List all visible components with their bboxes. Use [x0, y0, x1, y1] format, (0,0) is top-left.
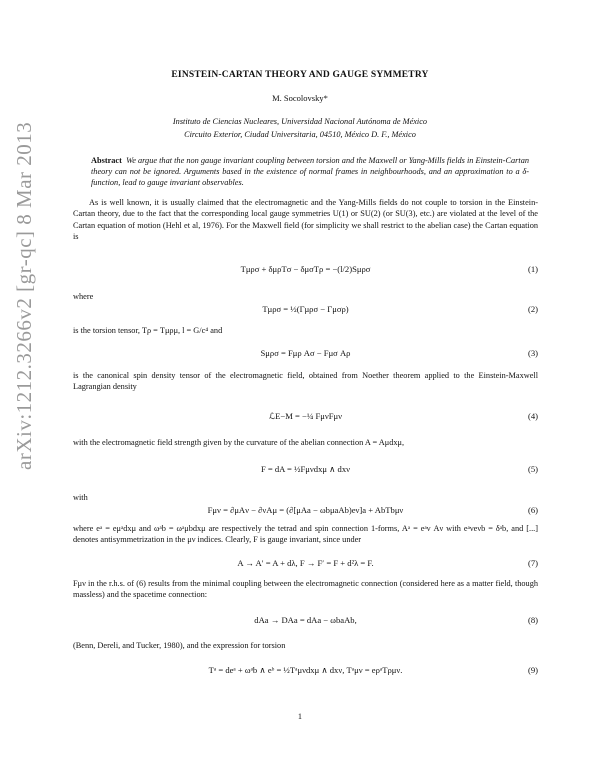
- equation-5-number: (5): [527, 464, 538, 474]
- equation-1-body: Tμρσ + δμρTσ − δμσTρ = −(l/2)Sμρσ: [240, 264, 371, 274]
- equation-5: [73, 464, 538, 478]
- paragraph-1: As is well known, it is usually claimed that the electromagnetic and the Yang-Mills fields do not couple to torsion in the Einstein-Cartan theory, due to the fact that the corresponding local gauge symmetries U(1) or SU(2) (or SU(3), etc.) are violated at the level of the Cartan equation of motion (Hehl et al, 1976). For the Maxwell field (for simplicity we shall restrict to the abelian case) the Cartan equation is: [73, 198, 538, 241]
- spin-density-text: is the canonical spin density tensor of the electromagnetic field, obtained from Noether theorem applied to the Einstein-Maxwell Lagrangian density: [73, 371, 538, 392]
- equation-6: [73, 505, 538, 519]
- affiliation-line-2: Circuito Exterior, Ciudad Universitaria, 04510, México D. F., México: [184, 130, 416, 139]
- equation-9-body: Tᵃ = deᵃ + ωᵃb ∧ eᵇ = ½Tᵃμνdxμ ∧ dxν, Tᵃμν = eρᵃTρμν.: [208, 665, 403, 675]
- equation-2: [73, 304, 538, 318]
- field-strength-text: with the electromagnetic field strength given by the curvature of the abelian connection A = Aμdxμ,: [73, 438, 405, 447]
- page-number: 1: [297, 712, 303, 721]
- equation-2-number: (2): [527, 304, 538, 314]
- equation-4: [73, 411, 538, 425]
- equation-3-number: (3): [527, 348, 538, 358]
- abstract-label: Abstract: [91, 156, 122, 165]
- equation-2-body: Tμρσ = ½(Γμρσ − Γμσρ): [262, 304, 349, 314]
- equation-1-number: (1): [527, 264, 538, 274]
- equation-8-number: (8): [527, 615, 538, 625]
- equation-8-body: dAa → DAa = dAa − ωbaAb,: [254, 615, 357, 625]
- equation-3: [73, 348, 538, 362]
- abstract-text: We argue that the non gauge invariant coupling between torsion and the Maxwell or Yang-Mills fields in Einstein-Cartan theory can not be ignored. Arguments based in the existence of normal frames in neighbourhoods, and an approximation to a δ-function, lead to gauge invariant observables.: [91, 156, 529, 187]
- equation-3-body: Sμρσ = Fμρ Aσ − Fμσ Aρ: [260, 348, 351, 358]
- arxiv-sidebar-stamp: arXiv:1212.3266v2 [gr-qc] 8 Mar 2013: [12, 121, 36, 470]
- equation-9-number: (9): [527, 665, 538, 675]
- equation-8: [73, 615, 538, 629]
- equation-6-body: Fμν = ∂μAν − ∂νAμ = (∂[μAa − ωbμaAb)eν]a + AbTbμν: [207, 505, 404, 515]
- tetrad-text: where eᵃ = eμᵃdxμ and ωᵃb = ωᵃμbdxμ are respectively the tetrad and spin connection 1-forms, Aᵃ = eᵃν Aν with eᵃνeνb = δᵃb, and [...] denotes antisymmetrization in the μν indices. Clearly, F is gauge invariant, since under: [73, 524, 538, 545]
- equation-7-body: A → A′ = A + dλ, F → F′ = F + d²λ = F.: [237, 558, 374, 568]
- paper-title: EINSTEIN-CARTAN THEORY AND GAUGE SYMMETRY: [171, 70, 429, 80]
- equation-7: [73, 558, 538, 572]
- author: M. Socolovsky*: [272, 93, 328, 103]
- abstract: [91, 155, 529, 188]
- equation-4-number: (4): [527, 411, 538, 421]
- equation-7-number: (7): [527, 558, 538, 568]
- affiliation-line-1: Instituto de Ciencias Nucleares, Universidad Nacional Autónoma de México: [172, 117, 428, 126]
- equation-6-number: (6): [527, 505, 538, 515]
- where-text: where: [73, 292, 94, 301]
- benn-citation-text: (Benn, Dereli, and Tucker, 1980), and the expression for torsion: [73, 641, 286, 650]
- equation-1: [73, 264, 538, 278]
- with-text: with: [73, 493, 88, 502]
- equation-4-body: ℒE−M = −¼ FμνFμν: [268, 411, 343, 421]
- minimal-coupling-text: Fμν in the r.h.s. of (6) results from the minimal coupling between the electromagnetic connection (considered here as a matter field, though massless) and the spacetime connection:: [73, 579, 538, 600]
- equation-5-body: F = dA = ½Fμνdxμ ∧ dxν: [260, 464, 351, 474]
- equation-9: [73, 665, 538, 679]
- torsion-tensor-text: is the torsion tensor, Tρ = Tμρμ, l = G/c⁴ and: [73, 326, 223, 335]
